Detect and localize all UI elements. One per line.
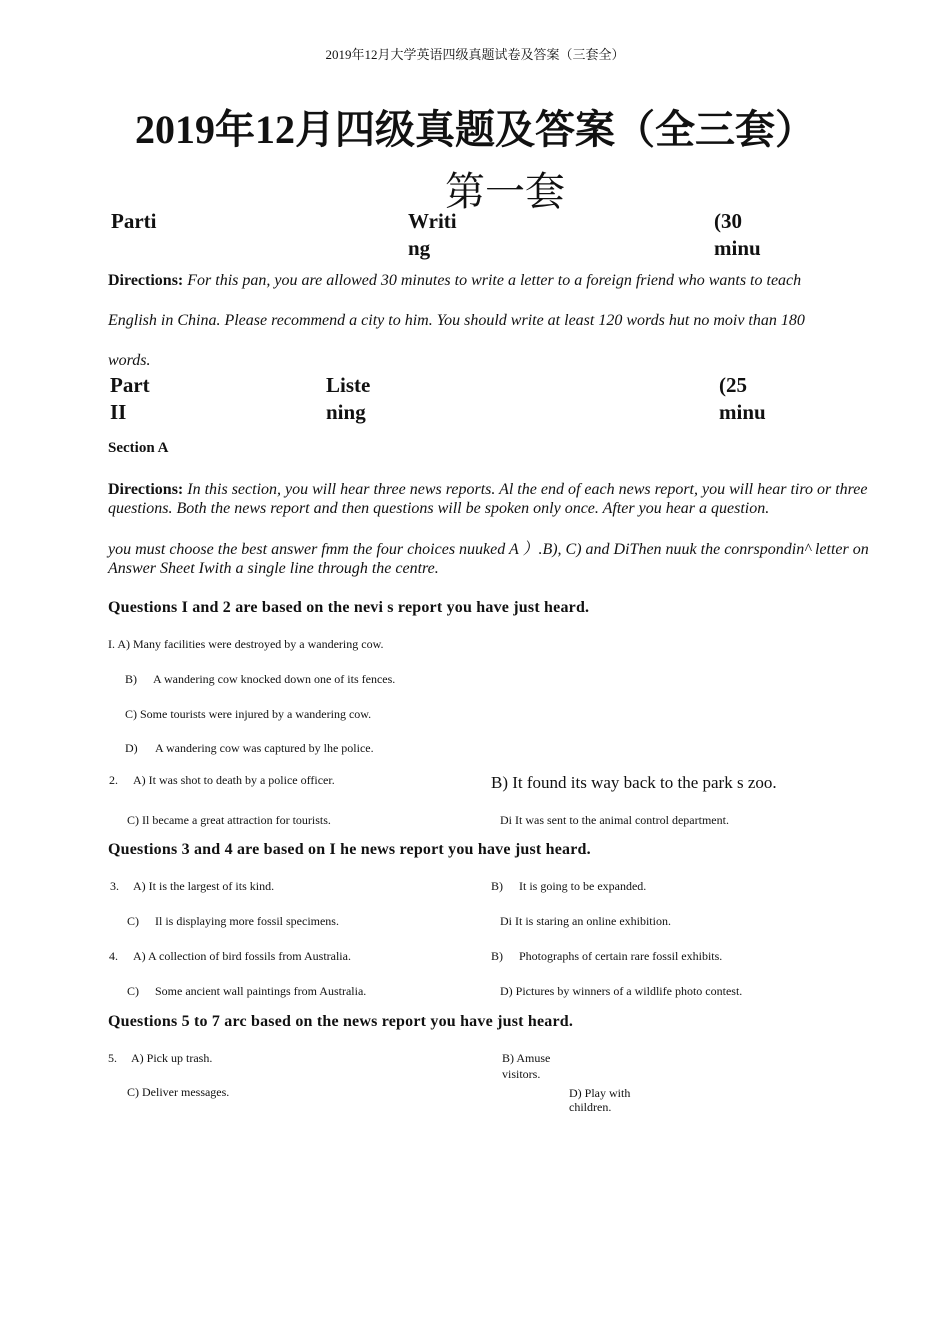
part2-label-line2: II (110, 400, 127, 424)
q4-option-c: Some ancient wall paintings from Australia. (155, 984, 367, 998)
part1-name-line2: ng (408, 236, 431, 260)
q3-option-b: It is going to be expanded. (519, 879, 647, 893)
part1-name-line1: Writi (408, 209, 457, 233)
q1-option-d: A wandering cow was captured by lhe police. (155, 741, 374, 755)
listening-directions-line2 (108, 499, 918, 518)
q5-option-b-line2: visitors. (502, 1067, 541, 1081)
q1-option-a: I. A) Many facilities were destroyed by a wandering cow. (108, 637, 384, 651)
q2-option-b: B) It found its way back to the park s zoo. (491, 773, 777, 792)
directions-text: questions. Both the news report and then questions will be spoken only once. After you hear a question. (108, 500, 770, 517)
writing-directions-line1 (108, 271, 918, 290)
q4-option-c-label: C) (127, 984, 139, 998)
q3-option-b-label: B) (491, 879, 503, 893)
q3-option-d: Di It is staring an online exhibition. (500, 914, 671, 928)
q5-option-b-line1: B) Amuse (502, 1051, 551, 1065)
q4-option-a: A) A collection of bird fossils from Australia. (133, 949, 351, 963)
writing-directions-line2 (108, 311, 918, 330)
q3-option-a: A) It is the largest of its kind. (133, 879, 275, 893)
part2-name-line1: Liste (326, 373, 371, 397)
q5-option-d-line1: D) Play with (569, 1086, 631, 1100)
q4-number: 4. (109, 949, 118, 963)
q5-option-c: C) Deliver messages. (127, 1085, 230, 1099)
q1-option-b: A wandering cow knocked down one of its fences. (153, 672, 396, 686)
writing-directions-line3 (108, 351, 918, 370)
q5-number: 5. (108, 1051, 117, 1065)
part1-time-line1: (30 (714, 209, 742, 233)
listening-directions-line4 (108, 559, 918, 578)
directions-text: For this pan, you are allowed 30 minutes to write a letter to a foreign friend who wants to teach (187, 272, 802, 289)
directions-text: you must choose the best answer fmm the four choices nuuked A ）.B), C) and DiThen nuuk the conrspondin^ letter on (108, 541, 869, 558)
part2-label-line1: Part (110, 373, 150, 397)
page-header: 2019年12月大学英语四级真题试卷及答案（三套全） (325, 47, 625, 62)
q4-option-b-label: B) (491, 949, 503, 963)
q2-number: 2. (109, 773, 118, 787)
directions-text: Answer Sheet Iwith a single line through the centre. (108, 560, 439, 577)
part2-name-line2: ning (326, 400, 366, 424)
section-a-heading: Section A (108, 440, 169, 456)
directions-text: English in China. Please recommend a city to him. You should write at least 120 words hut no moiv than 180 (108, 312, 805, 329)
q1-option-b-label: B) (125, 672, 137, 686)
q4-option-d: D) Pictures by winners of a wildlife photo contest. (500, 984, 743, 998)
q2-option-d: Di It was sent to the animal control department. (500, 813, 729, 827)
q2-option-a: A) It was shot to death by a police officer. (133, 773, 335, 787)
part1-label: Parti (111, 209, 157, 233)
questions-5-7-heading: Questions 5 to 7 arc based on the news report you have just heard. (108, 1013, 574, 1030)
q4-option-b: Photographs of certain rare fossil exhibits. (519, 949, 723, 963)
q3-option-c: Il is displaying more fossil specimens. (155, 914, 339, 928)
document-title: 2019年12月四级真题及答案（全三套） (135, 107, 815, 152)
directions-label: Directions: (108, 481, 184, 498)
directions-label: Directions: (108, 272, 184, 289)
listening-directions-line3 (108, 540, 918, 559)
part2-time-line1: (25 (719, 373, 747, 397)
q1-option-d-label: D) (125, 741, 138, 755)
questions-1-2-heading: Questions I and 2 are based on the nevi s report you have just heard. (108, 599, 590, 616)
set-title: 第一套 (445, 169, 565, 214)
part2-time-line2: minu (719, 400, 766, 424)
q5-option-d-line2: children. (569, 1100, 612, 1114)
directions-text: In this section, you will hear three news reports. Al the end of each news report, you will hear tiro or three (187, 481, 868, 498)
q3-number: 3. (110, 879, 119, 893)
q3-option-c-label: C) (127, 914, 139, 928)
questions-3-4-heading: Questions 3 and 4 are based on I he news report you have just heard. (108, 841, 591, 858)
q5-option-a: A) Pick up trash. (131, 1051, 213, 1065)
directions-text: words. (108, 352, 151, 369)
q1-option-c: C) Some tourists were injured by a wandering cow. (125, 707, 372, 721)
q2-option-c: C) Il became a great attraction for tourists. (127, 813, 331, 827)
listening-directions-line1 (108, 480, 918, 499)
part1-time-line2: minu (714, 236, 761, 260)
